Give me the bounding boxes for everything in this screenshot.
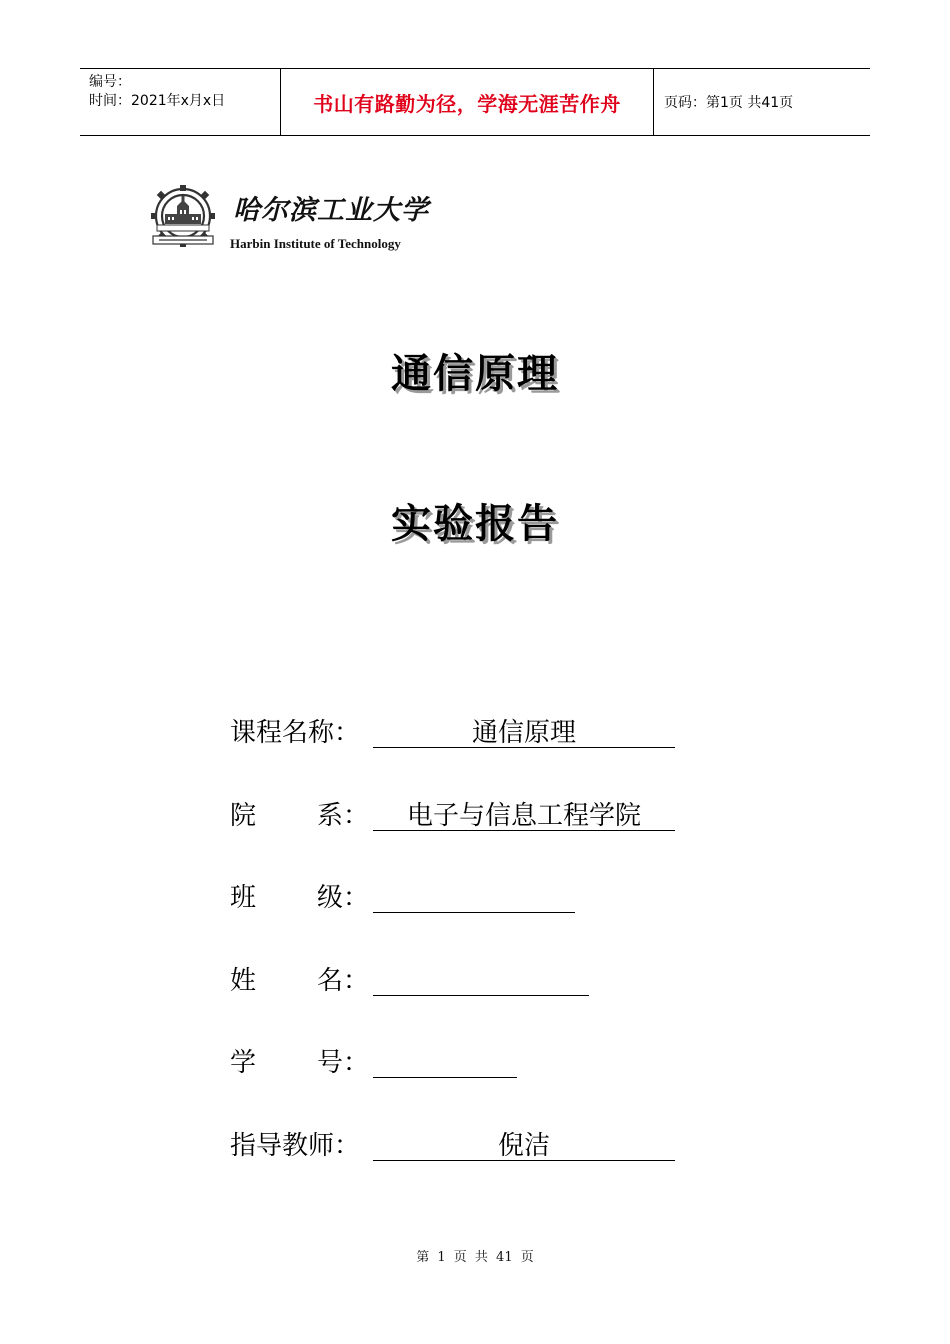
motto-text: 书山有路勤为径，学海无涯苦作舟 xyxy=(313,91,621,116)
university-name-en: Harbin Institute of Technology xyxy=(230,236,401,251)
page-footer: 第 1 页 共 41 页 xyxy=(416,1250,534,1265)
university-emblem-icon xyxy=(147,184,219,252)
advisor-label: 指导教师： xyxy=(230,1131,361,1161)
course-label: 课程名称： xyxy=(230,718,361,748)
header-page-cell xyxy=(654,69,870,135)
student-id-value xyxy=(373,1044,517,1078)
document-header xyxy=(80,68,870,136)
student-name-label-b: 名： xyxy=(317,966,370,996)
class-value xyxy=(373,879,575,913)
student-id-label-a: 学 xyxy=(230,1048,257,1078)
university-name-cn: 哈尔滨工业大学 xyxy=(233,195,429,226)
student-name-value xyxy=(373,962,589,996)
student-id-label-b: 号： xyxy=(317,1048,370,1078)
class-label-b: 级： xyxy=(317,883,370,913)
department-label-a: 院 xyxy=(230,801,257,831)
page-info: 页码：第1页 共41页 xyxy=(664,95,794,111)
department-value: 电子与信息工程学院 xyxy=(373,797,675,831)
class-label-a: 班 xyxy=(230,883,257,913)
header-motto-cell xyxy=(281,69,654,135)
department-label-b: 系： xyxy=(317,801,370,831)
number-label: 编号： xyxy=(89,74,131,90)
report-title-line2: 实验报告 xyxy=(391,501,559,547)
advisor-value: 倪洁 xyxy=(373,1127,675,1161)
university-logo xyxy=(147,184,437,256)
time-label: 时间：2021年x月x日 xyxy=(89,93,226,109)
report-title-line1: 通信原理 xyxy=(391,351,559,397)
student-name-label-a: 姓 xyxy=(230,966,257,996)
course-value: 通信原理 xyxy=(373,714,675,748)
header-left-cell xyxy=(80,69,281,135)
